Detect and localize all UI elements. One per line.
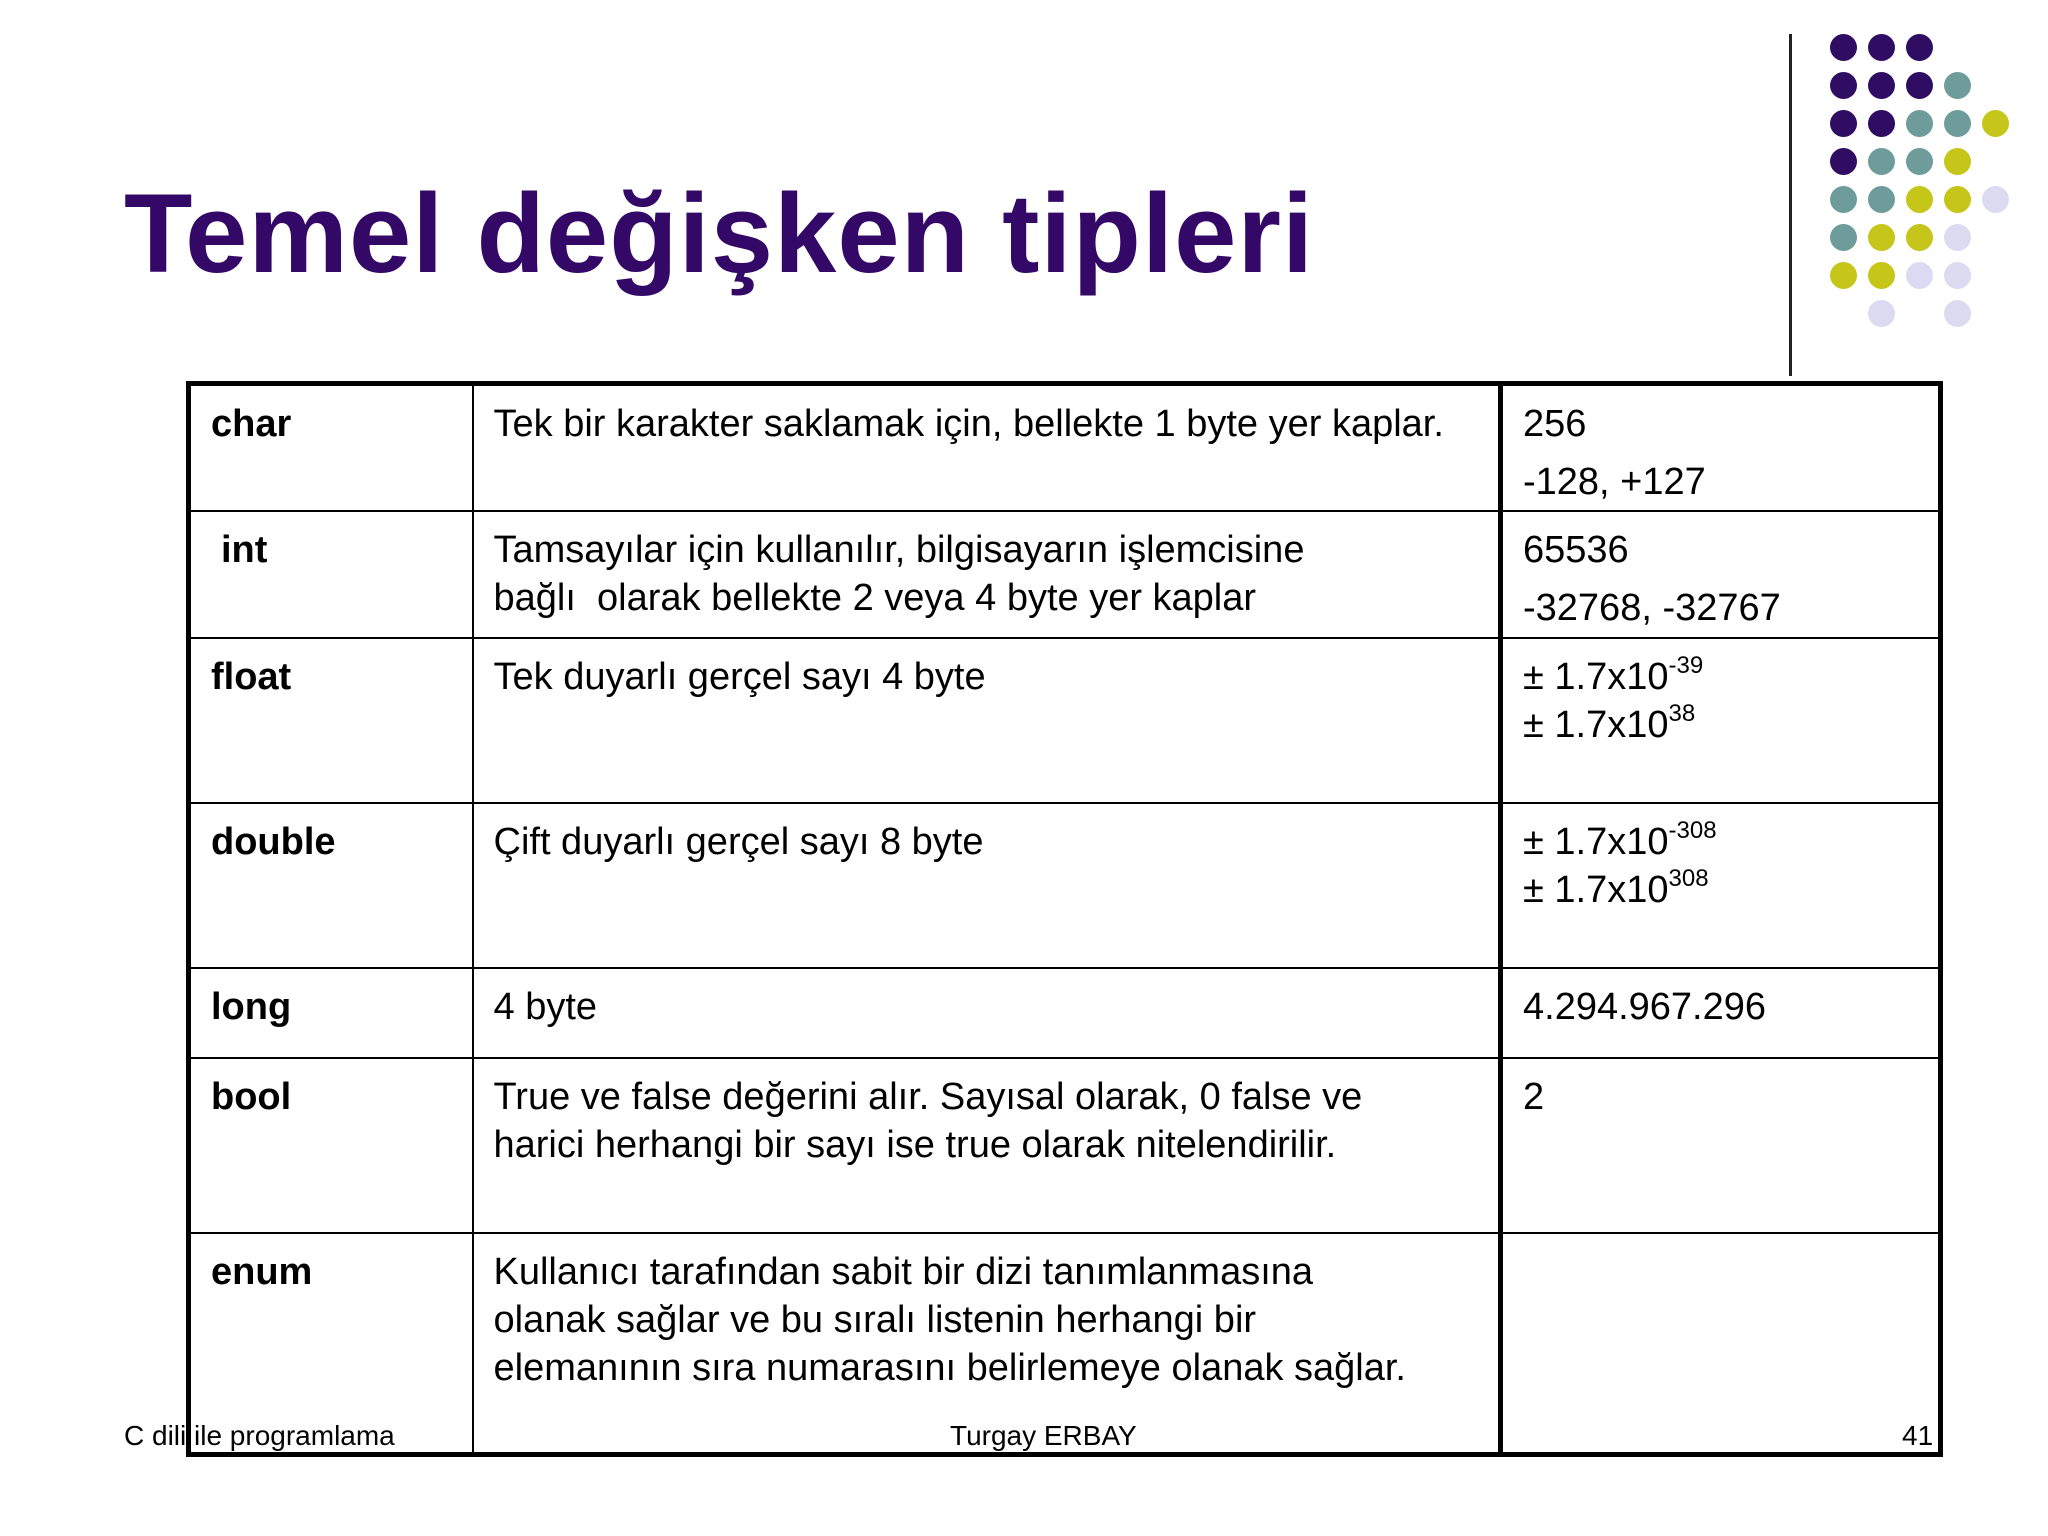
type-name: char (189, 384, 473, 511)
description-line: Kullanıcı tarafından sabit bir dizi tanımlanmasına (493, 1250, 1314, 1293)
description-line: True ve false değerini alır. Sayısal olarak, 0 false ve (493, 1075, 1363, 1118)
page-number: 41 (1902, 1420, 1934, 1451)
decorative-dot (1906, 110, 1933, 137)
decorative-dot (1830, 262, 1857, 289)
table-row (189, 1058, 1941, 1233)
type-range (1501, 968, 1941, 1058)
decorative-dot (1906, 186, 1933, 213)
decorative-dot (1830, 186, 1857, 213)
type-description: Tek duyarlı gerçel sayı 4 byte (473, 638, 1501, 803)
decorative-dot (1868, 148, 1895, 175)
type-name: double (189, 803, 473, 968)
range-base: ± 1.7x10 (1523, 820, 1669, 863)
description-line: Tamsayılar için kullanılır, bilgisayarın işlemcisine (493, 528, 1305, 571)
table-row (189, 384, 1941, 511)
type-name: float (189, 638, 473, 803)
decorative-dot (1906, 72, 1933, 99)
type-range (1501, 1058, 1941, 1233)
decorative-dot (1868, 110, 1895, 137)
range-value (1523, 653, 1918, 701)
range-value: 256 (1523, 403, 1587, 445)
range-base: ± 1.7x10 (1523, 655, 1669, 698)
description-line: olanak sağlar ve bu sıralı listenin herhangi bir (493, 1298, 1257, 1341)
decorative-dot (1830, 224, 1857, 251)
decorative-dot (1944, 300, 1971, 327)
range-value: -32768, -32767 (1523, 586, 1781, 629)
footer-course: C dili ile programlama (124, 1420, 395, 1451)
range-value: 65536 (1523, 528, 1629, 571)
type-description: Tek bir karakter saklamak için, bellekte 1 byte yer kaplar. (473, 384, 1501, 511)
type-description: 4 byte (473, 968, 1501, 1058)
range-value (1523, 701, 1918, 749)
range-value: -128, +127 (1523, 461, 1706, 503)
range-base: ± 1.7x10 (1523, 868, 1669, 911)
decorative-dot (1944, 110, 1971, 137)
range-value (1523, 866, 1918, 914)
decorative-dot (1982, 110, 2009, 137)
type-name: int (189, 511, 473, 638)
variable-types-table (186, 381, 1943, 1457)
decorative-dot (1944, 186, 1971, 213)
decorative-dot (1906, 224, 1933, 251)
table-row (189, 638, 1941, 803)
title-divider (1789, 34, 1792, 376)
decorative-dot (1944, 224, 1971, 251)
range-value: 4.294.967.296 (1523, 985, 1767, 1028)
table-row (189, 968, 1941, 1058)
decorative-dot (1868, 186, 1895, 213)
type-description: Çift duyarlı gerçel sayı 8 byte (473, 803, 1501, 968)
type-range (1501, 638, 1941, 803)
type-name: enum (189, 1233, 473, 1455)
footer-author: Turgay ERBAY (950, 1420, 1137, 1451)
slide-title: Temel değişken tipleri (124, 171, 1315, 296)
decorative-dot (1830, 34, 1857, 61)
decorative-dot (1906, 34, 1933, 61)
description-line: harici herhangi bir sayı ise true olarak nitelendirilir. (493, 1123, 1337, 1166)
decorative-dot (1868, 72, 1895, 99)
type-range (1501, 803, 1941, 968)
decorative-dot (1868, 300, 1895, 327)
decorative-dot (1944, 262, 1971, 289)
range-value (1523, 818, 1918, 866)
type-range (1501, 384, 1941, 511)
type-range (1501, 1233, 1941, 1455)
table-row (189, 511, 1941, 638)
range-exponent: 38 (1668, 699, 1696, 727)
decorative-dot (1868, 224, 1895, 251)
type-name: bool (189, 1058, 473, 1233)
table-row (189, 803, 1941, 968)
decorative-dot (1868, 262, 1895, 289)
decorative-dot (1944, 72, 1971, 99)
decorative-dot (1830, 148, 1857, 175)
type-description (473, 1058, 1501, 1233)
decorative-dot (1906, 262, 1933, 289)
range-value: 2 (1523, 1075, 1545, 1118)
type-description (473, 511, 1501, 638)
decorative-dot (1830, 110, 1857, 137)
range-exponent: -308 (1668, 816, 1717, 844)
range-base: ± 1.7x10 (1523, 703, 1669, 746)
decorative-dot (1830, 72, 1857, 99)
range-exponent: -39 (1668, 651, 1704, 679)
decorative-dot (1868, 34, 1895, 61)
range-exponent: 308 (1668, 864, 1709, 892)
description-line: elemanının sıra numarasını belirlemeye olanak sağlar. (493, 1346, 1406, 1389)
type-range (1501, 511, 1941, 638)
decorative-dot (1982, 186, 2009, 213)
type-name: long (189, 968, 473, 1058)
description-line: bağlı olarak bellekte 2 veya 4 byte yer kaplar (493, 576, 1257, 619)
decorative-dot (1906, 148, 1933, 175)
decorative-dot (1944, 148, 1971, 175)
